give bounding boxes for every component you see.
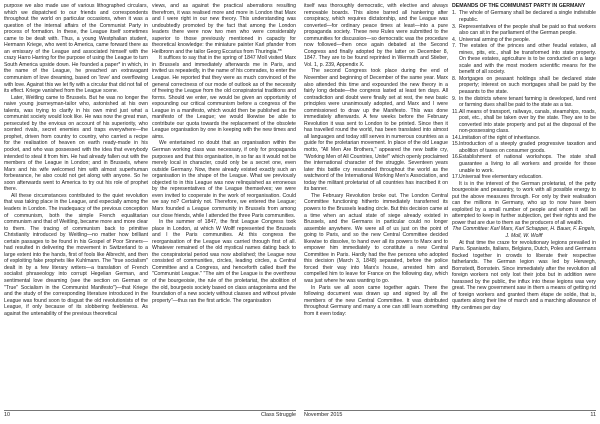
publication-date: November 2015: [304, 412, 343, 418]
list-item: 14. Limitation of the right of inheritance.: [452, 134, 541, 141]
paragraph: In the summer of 1847, the first League Congress took place in London, at which W Wolff represented the Brussels and I the Paris communities. At this congress the reorganisation of the League was carried through first of all. Whatever remained of the old mystical names dating back to the conspiratorial period was now abolished; the League now consisted of communities, circles, leading circles, a Central Committee and a Congress, and henceforth called itself the "Communist League." "The aim of the League is the overthrow of the bourgeoisie, the rule of the proletariat, the abolition of the old, bourgeois society based on class antagonisms and the foundation of a new society without classes and without private property"—thus ran the first article. The organisation: [152, 219, 296, 304]
list-item: 11. All means of transport, railways, canals, steamships, roads, post, etc., shall be taken over by the state. They are to be converted into state property and put at the disposal of the non-possessing class.: [452, 108, 596, 135]
demands-list: [452, 10, 596, 180]
list-item: 8. Mortgages on peasant holdings shall be declared state property; interest on such mortgages shall be paid by the peasants to the state.: [452, 75, 596, 95]
demands-heading: DEMANDS OF THE COMMUNIST PARTY IN GERMANY: [452, 3, 586, 9]
list-item: 16. Establishment of national workshops. The state shall guarantee a living to all workers and provide for those unable to work.: [452, 154, 596, 174]
footer-right: [304, 410, 596, 420]
list-item: 3. Representatives of the people shall be paid so that workers also can sit in the parliament of the German people.: [452, 23, 596, 37]
paragraph: The February Revolution broke out. The London Central Committee functioning hitherto immediately transferred its powers to the Brussels leading circle. But this decision came at a time when an actual state of siege already existed in Brussels, and the Germans in particular could no longer assemble anywhere. We were all of us just on the point of going to Paris, and so the new Central Committee decided likewise to dissolve, to hand over all its powers to Marx and to empower him immediately to constitute a new Central Committee in Paris. Hardly had the five persons who adopted this decision (March 3, 1848) separated, before the police forced their way into Marx's house, arrested him and compelled him to leave for France on the following day, which was just where he was wanting to go.: [304, 192, 448, 284]
text-column-1: [4, 3, 148, 408]
list-item: 9. In the districts where tenant farming is developed, land rent or farming dues shall be paid to the state as a tax.: [452, 95, 596, 109]
paragraph: It is in the interest of the German proletariat, of the petty bourgeoisie and peasantry, to work with all possible energy to put the above measures through. For only by their realisation can the millions in Germany, who up to now have been exploited by a small number of people and whom it will be attempted to keep in further subjection, get their rights and the power that are due to them as the producers of all wealth.: [452, 180, 596, 226]
paragraph: Later, Weitling came to Brussels. But he was no longer the naive young journeyman-tailor who, astonished at his own talents, was trying to clarify in his own mind just what a communist society would look like. He was now the great man, persecuted by the envious on account of his superiority, who scented rivals, secret enemies and traps everywhere—the prophet, driven from country to country, who carried a recipe for the realisation of heaven on earth ready-made in his pocket, and who was possessed with the idea that everybody intended to steal it from him. He had already fallen out with the members of the League in London; and in Brussels, where Marx and his wife welcomed him with almost superhuman forbearance, he also could not get along with anyone. So he soon afterwards went to America to try out his role of prophet there.: [4, 94, 148, 193]
page-number: 11: [590, 412, 596, 418]
paragraph: itself was thoroughly democratic, with elective and always removable boards. This alone barred all hankering after conspiracy, which requires dictatorship, and the League was converted—for ordinary peace times at least—into a pure propaganda society. These new Rules were submitted to the communities for discussion—so democratic was the procedure now followed—then once again debated at the Second Congress and finally adopted by the latter on December 8, 1847. They are to be found reprinted in Wermuth and Stieber, Vol. 1, p. 239, Appendix X.: [304, 3, 448, 68]
list-item: 15. Introduction of a steeply graded progressive taxation and abolition of taxes on consumer goods.: [452, 141, 596, 154]
footer-left: [4, 410, 296, 420]
committee-signatures: The Committee: Karl Marx, Karl Schapper, H. Bauer, F. Engels, J. Moll, W. Wolff: [452, 226, 596, 239]
paragraph: All these circumstances contributed to the quiet revolution that was taking place in the League, and especially among the leaders in London. The inadequacy of the previous conception of communism, both the simple French equalitarian communism and that of Weitling, became more and more clear to them. The tracing of communism back to primitive Christianity introduced by Weitling—no matter how brilliant certain passages to be found in his Gospel of Poor Sinners—had resulted in delivering the movement in Switzerland to a large extent into the hands, first of fools like Albrecht, and then of exploiting fake prophets like Kuhlmann. The "true socialism" dealt in by a few literary writers—a translation of French socialist phraseology into corrupt Hegelian German, and sentimental love dreaming (see the section on German or "True" Socialism in the Communist Manifesto")—that Kriege and the study of the corresponding literature introduced in the League was found soon to disgust the old revolutionists of the League, if only because of its slobbering feebleness. As against the untenability of the previous theoretical: [4, 192, 148, 317]
paragraph: In Paris we all soon came together again. There the following document was drawn up and signed by all the members of the new Central Committee. It was distributed throughout Germany and many a one can still learn something from it even today:: [304, 284, 448, 317]
list-item: 17. Universal free elementary education.: [452, 174, 543, 181]
list-item: 7. The estates of the princes and other feudal estates, all mines, pits, etc., shall be transformed into state property. On these estates, agriculture is to be conducted on a large scale and with the most modern scientific means for the benefit of all society.: [452, 43, 596, 76]
paragraph: The second Congress took place during the end of November and beginning of December of the same year. Marx also attended this time and expounded the new theory in a fairly long debate—the congress lasted at least ten days. All contradiction and doubt were finally set at rest, the new basic principles were unanimously adopted, and Marx and I were commissioned to draw up the Manifesto. This was done immediately afterwards. A few weeks before the February Revolution it was sent to London to be printed. Since then it has travelled round the world, has been translated into almost all languages and today still serves in numerous countries as a guide for the proletarian movement. In place of the old League motto, "All Men Are Brothers," appeared the new battle cry, "Working Men of All Countries, Unite!" which openly proclaimed the international character of the struggle. Seventeen years later this battle cry resounded throughout the world as the watchword of the International Working Men's Association, and today the militant proletariat of all countries has inscribed it on its banner.: [304, 68, 448, 193]
list-item: 4. Universal arming of the people.: [452, 36, 531, 43]
paragraph: It suffices to say that in the spring of 1847 Moll visited Marx in Brussels and immediately afterwards me in Paris, and invited us repeatedly, in the name of his comrades, to enter the League. He reported that they were as much convinced of the general correctness of our mode of outlook as of the necessity of freeing the League from the old conspiratorial traditions and forms. Should we enter, we would be given an opportunity of expounding our critical communism before a congress of the League in a manifesto, which would then be published as the manifesto of the League; we would likewise be able to contribute our quota towards the replacement of the obsolete League organisation by one in keeping with the new times and aims.: [152, 55, 296, 140]
page-number: 10: [4, 412, 10, 418]
text-column-2: [152, 3, 296, 408]
paragraph: views, and as against the practical aberrations resulting therefrom, it was realised more and more in London that Marx and I were right in our new theory. This understanding was undoubtedly promoted by the fact that among the London leaders there were now two men who were considerably superior to those previously mentioned in capacity for theoretical knowledge: the miniature painter Karl pfander from Heilbronn and the tailor Georg Eccarius from Thuringia.**: [152, 3, 296, 55]
paragraph: At that time the craze for revolutionary legions prevailed in Paris. Spaniards, Italians, Belgians, Dutch, Poles and Germans flocked together in crowds to liberate their respective fatherlands. The German legion was led by Herwegh, Bornstedt, Bornstein. Since immediately after the revolution all foreign workers not only lost their jobs but in addition were harassed by the public, the influx into these legions was very great. The new government saw in them a means of getting rid of foreign workers and granted them étape de solde, that is, quarters along their line of march and a marching allowance of fifty centimes per day: [452, 239, 596, 312]
text-column-4: [452, 3, 596, 408]
list-item: 1. The whole of Germany shall be declared a single indivisible republic.: [452, 10, 596, 23]
paragraph: purpose we also made use of various lithographed circulars, which we dispatched to our friends and correspondents throughout the world on particular occasions, when it was a question of the internal affairs of the Communist Party in process of formation. In these, the League itself sometimes came to be dealt with. Thus, a young Westphalian student, Hermann Kriege, who went to America, came forward there as an emissary of the League and associated himself with the crazy Harro Harring for the purpose of using the League to turn South America upside down. He founded a paper* in which, in the name of the League, he preached an extravagant communism of love dreaming, based on 'love' and overflowing with love. Against this we let fly with a circular that did not fail of its effect. Kriege vanished from the League scene.: [4, 3, 148, 95]
text-column-3: [304, 3, 448, 408]
publication-name: Class Struggle: [260, 412, 296, 418]
paragraph: We entertained no doubt that an organisation within the German working class was necessary, if only for propaganda purposes and that this organisation, in so far as it would not be merely local in character, could only be a secret one, even outside Germany. Now, there already existed exactly such an organisation in the shape of the League. What we previously objected to in this League was now relinquished as erroneous by the representatives of the League themselves; we were even invited to cooperate in the work of reorganisation. Could we say no? Certainly not. Therefore, we entered the League; Marx founded a League community in Brussels from among our close friends, while I attended the three Paris communities.: [152, 140, 296, 219]
